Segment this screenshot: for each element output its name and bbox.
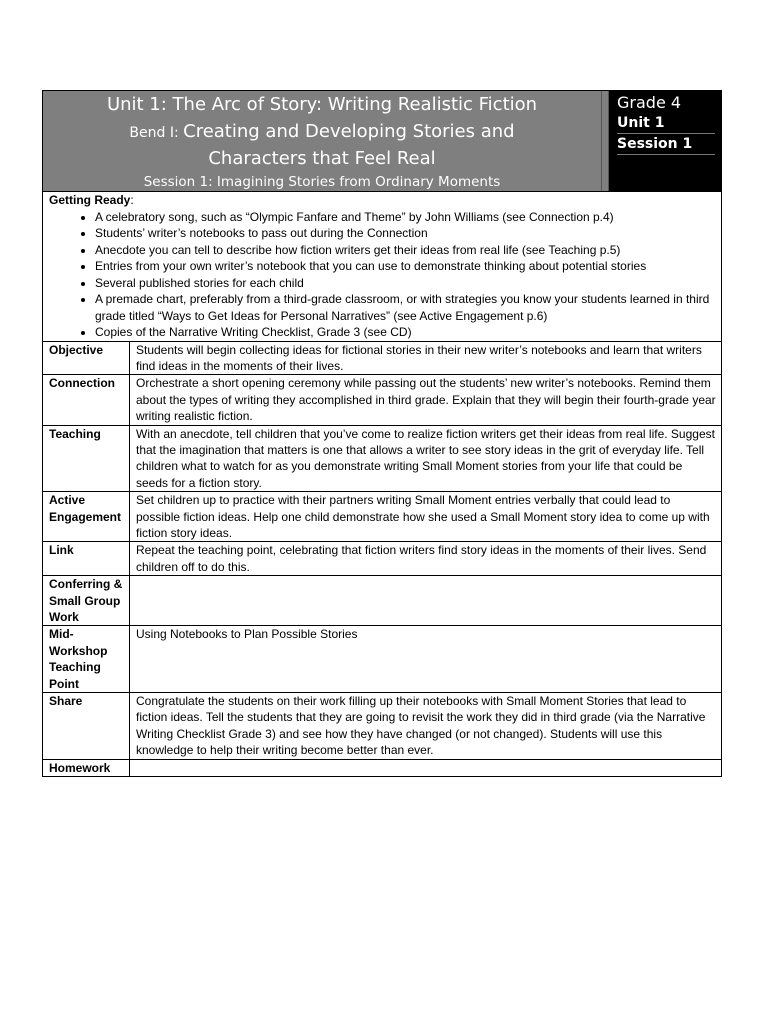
row-label: Share <box>43 693 130 760</box>
lesson-header <box>42 90 722 192</box>
row-text: Set children up to practice with their partners writing Small Moment entries verbally that could lead to possible fiction ideas. Help one child demonstrate how she used a Small Moment story idea to come up with fiction story ideas. <box>130 492 722 542</box>
row-text: Congratulate the students on their work filling up their notebooks with Small Moment Stories that lead to fiction ideas. Tell the students that they are going to revisit the work they did in third grade (via the Narrative Writing Checklist Grade 3) and see how they have changed (or not changed). Students will use this knowledge to help their writing become better than ever. <box>130 693 722 760</box>
list-item: • Anecdote you can tell to describe how fiction writers get their ideas from real life (see Teaching p.5) <box>95 242 715 259</box>
row-text: Orchestrate a short opening ceremony while passing out the students’ new writer’s notebooks. Remind them about the types of writing they accomplished in third grade. Explain that they will begin their fourth-grade year writing realistic fiction. <box>130 375 722 425</box>
list-item: • Several published stories for each child <box>95 275 715 292</box>
row-label: Teaching <box>43 425 130 492</box>
row-text: Students will begin collecting ideas for fictional stories in their new writer’s notebooks and learn that writers find ideas in the moments of their lives. <box>130 341 722 375</box>
unit-title: Unit 1: The Arc of Story: Writing Realistic Fiction <box>106 94 538 115</box>
title-block <box>43 91 601 191</box>
row-label: Active Engagement <box>43 492 130 542</box>
table-row <box>43 542 722 576</box>
row-text <box>130 759 722 776</box>
table-row <box>43 759 722 776</box>
list-item: • A celebratory song, such as “Olympic Fanfare and Theme” by John Williams (see Connection p.4) <box>95 209 715 226</box>
table-row <box>43 375 722 425</box>
session-title: Session 1: Imagining Stories from Ordinary Moments <box>143 174 501 190</box>
list-item: • Students’ writer’s notebooks to pass out during the Connection <box>95 225 715 242</box>
row-label: Link <box>43 542 130 576</box>
row-label: Connection <box>43 375 130 425</box>
list-item: • A premade chart, preferably from a third-grade classroom, or with strategies you know your students learned in third grade titled “Ways to Get Ideas for Personal Narratives” (see Active Engagement p.6) <box>95 291 715 324</box>
row-text: Repeat the teaching point, celebrating that fiction writers find story ideas in the moments of their lives. Send children off to do this. <box>130 542 722 576</box>
bend-line-1: Creating and Developing Stories and <box>183 121 515 142</box>
list-item: • Copies of the Narrative Writing Checklist, Grade 3 (see CD) <box>95 324 715 341</box>
table-row <box>43 626 722 693</box>
row-text <box>130 576 722 626</box>
header-divider <box>601 91 609 191</box>
getting-ready-section <box>42 192 722 341</box>
row-text: With an anecdote, tell children that you’ve come to realize fiction writers get their ideas from real life. Suggest that the imagination that matters is one that allows a writer to see story ideas in the grit of everyday life. Tell children what to watch for as you demonstrate writing Small Moment stories from your life that could be seeds for a fiction story. <box>130 425 722 492</box>
session-label: Session 1 <box>617 134 715 155</box>
row-label: Objective <box>43 341 130 375</box>
list-item: • Entries from your own writer’s notebook that you can use to demonstrate thinking about potential stories <box>95 258 715 275</box>
row-label: Homework <box>43 759 130 776</box>
row-label: Conferring & Small Group Work <box>43 576 130 626</box>
table-row <box>43 576 722 626</box>
grade-label: Grade 4 <box>617 93 682 112</box>
getting-ready-list <box>49 209 715 341</box>
getting-ready-label: Getting Ready <box>49 193 131 207</box>
grade-block <box>609 91 721 191</box>
table-row <box>43 425 722 492</box>
unit-label: Unit 1 <box>617 113 715 134</box>
lesson-plan-document <box>42 90 722 777</box>
bend-prefix: Bend I: <box>129 125 184 141</box>
bend-line-2: Characters that Feel Real <box>208 148 436 169</box>
lesson-table <box>42 341 722 778</box>
row-text: Using Notebooks to Plan Possible Stories <box>130 626 722 693</box>
row-label: Mid-Workshop Teaching Point <box>43 626 130 693</box>
bend-title <box>43 119 601 172</box>
getting-ready-colon: : <box>130 193 134 207</box>
table-row <box>43 341 722 375</box>
table-row <box>43 693 722 760</box>
table-row <box>43 492 722 542</box>
